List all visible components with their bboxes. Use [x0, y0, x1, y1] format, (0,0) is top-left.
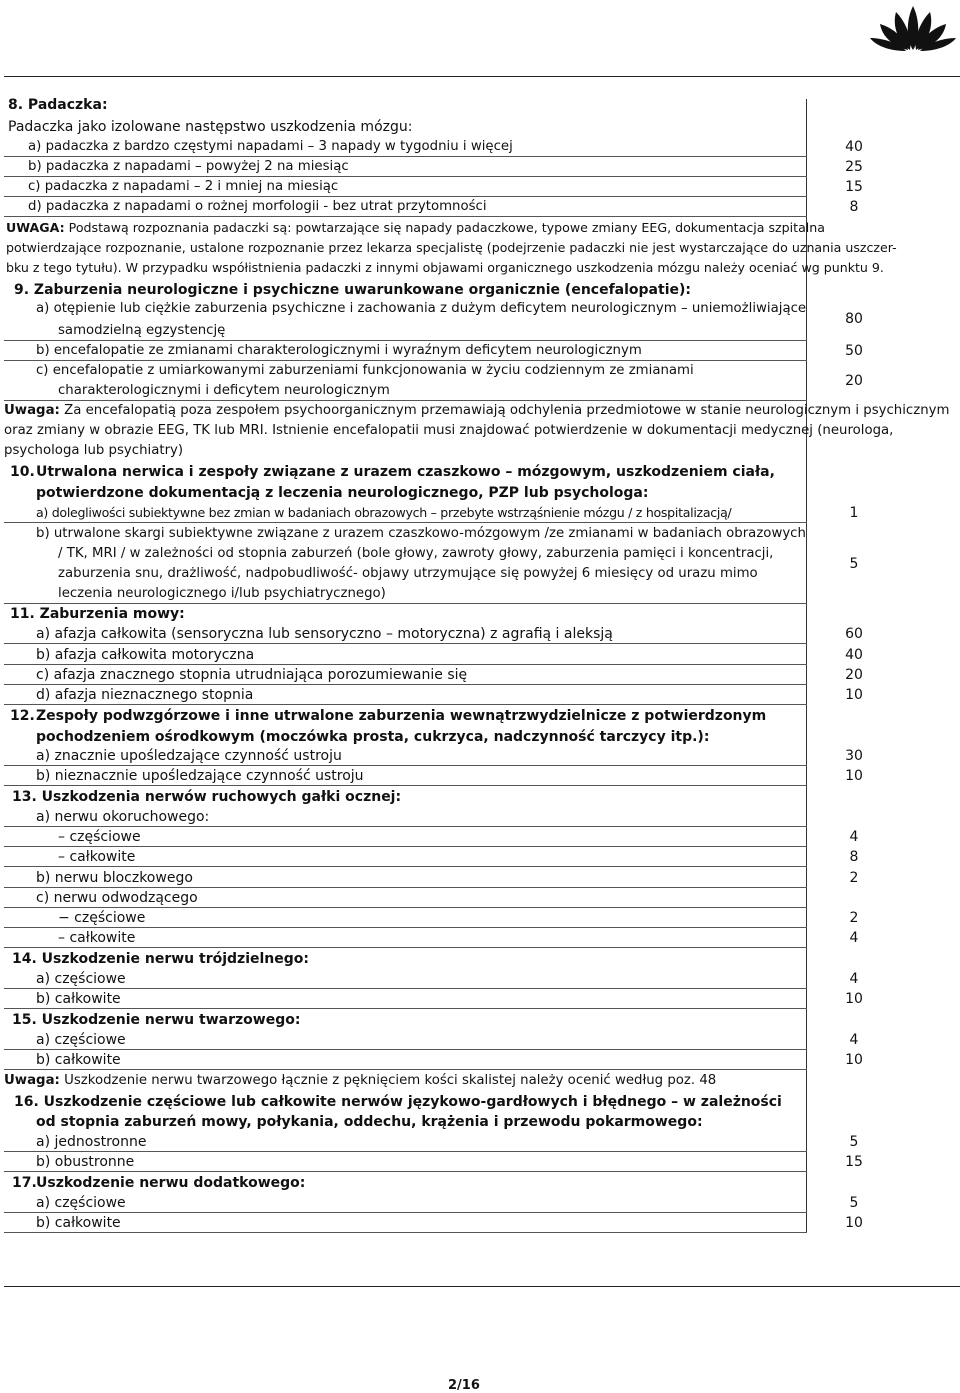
note-text: bku z tego tytułu). W przypadku współistnienia padaczki z innymi objawami organicznego uszkodzenia mózgu należy oceniać wg punktu 9.: [6, 260, 884, 275]
row-label: a) otępienie lub ciężkie zaburzenia psychiczne i zachowania z dużym deficytem neurologicznym – uniemożliwiające: [36, 301, 807, 316]
row-divider: [4, 1232, 807, 1233]
row-label: b) utrwalone skargi subiektywne związane z urazem czaszkowo-mózgowym /ze zmianami w badaniach obrazowych: [36, 526, 806, 541]
table-row: [0, 197, 960, 217]
table-row: [0, 766, 960, 786]
row-value: 50: [845, 343, 863, 359]
row-label: a) znacznie upośledzające czynność ustroju: [36, 748, 342, 764]
row-value: 4: [849, 971, 859, 987]
row-label: / TK, MRI / w zależności od stopnia zaburzeń (bole głowy, zawroty głowy, zaburzenia pamięci i koncentracji,: [58, 546, 774, 561]
row-label: a) nerwu okoruchowego:: [36, 809, 210, 825]
row-value: 30: [845, 748, 863, 764]
section-13-title: 13. Uszkodzenia nerwów ruchowych gałki ocznej:: [12, 789, 402, 805]
row-value: 40: [845, 647, 863, 663]
table-row: [0, 685, 960, 705]
section-10-number: 10.: [10, 464, 35, 480]
section-15-title: 15. Uszkodzenie nerwu twarzowego:: [12, 1012, 301, 1028]
table-row: [0, 544, 960, 564]
table-row: [0, 524, 960, 544]
row-label: a) afazja całkowita (sensoryczna lub sensoryczno – motoryczna) z agrafią i aleksją: [36, 626, 613, 642]
row-divider: [4, 785, 807, 786]
section-8-intro-row: [0, 117, 960, 137]
table-row: [0, 807, 960, 827]
table-row: [0, 969, 960, 989]
row-value: 20: [845, 373, 863, 389]
row-value: 8: [849, 199, 859, 215]
note-label: UWAGA:: [6, 220, 65, 235]
row-label: b) nieznacznie upośledzające czynność ustroju: [36, 768, 364, 784]
row-value: 10: [845, 991, 863, 1007]
section-15-note-row: [0, 1071, 960, 1091]
section-9-note: [4, 401, 949, 421]
table-row: [0, 868, 960, 888]
table-row: [0, 665, 960, 685]
row-value: 40: [845, 139, 863, 155]
row-label: b) całkowite: [36, 991, 121, 1007]
row-value: 25: [845, 159, 863, 175]
section-11-title-row: [0, 604, 960, 624]
section-14-title-row: [0, 949, 960, 969]
row-divider: [4, 1069, 807, 1070]
section-8-note-row: [0, 218, 960, 238]
note-text: potwierdzające rozpoznanie, ustalone rozpoznanie przez lekarza specjalistę (podejrzenie padaczki nie jest wystarczające do uznania uszczer-: [6, 240, 897, 255]
note-text: Podstawą rozpoznania padaczki są: powtarzające się napady padaczkowe, typowe zmiany EEG, dokumentacja szpitalna: [68, 220, 825, 235]
row-label: zaburzenia snu, drażliwość, nadpobudliwość- objawy utrzymujące się powyżej 6 miesięcy od urazu mimo: [58, 566, 758, 581]
lotus-petals-logo: [866, 2, 960, 52]
row-label: d) padaczka z napadami o rożnej morfologii - bez utrat przytomności: [28, 199, 487, 214]
row-label: b) całkowite: [36, 1052, 121, 1068]
row-value: 10: [845, 768, 863, 784]
note-text: Uszkodzenie nerwu twarzowego łącznie z pęknięciem kości skalistej należy ocenić według poz. 48: [64, 1073, 717, 1088]
row-value: 80: [845, 311, 863, 327]
row-divider: [4, 866, 807, 867]
row-value: 4: [849, 1032, 859, 1048]
table-row: [0, 137, 960, 157]
row-value: 15: [845, 1154, 863, 1170]
row-label: b) encefalopatie ze zmianami charakterologicznymi i wyraźnym deficytem neurologicznym: [36, 343, 642, 358]
table-row: [0, 989, 960, 1009]
row-label: charakterologicznymi i deficytem neurologicznym: [58, 383, 390, 398]
section-11-title: 11. Zaburzenia mowy:: [10, 606, 185, 622]
row-label: b) całkowite: [36, 1215, 121, 1231]
row-label: c) nerwu odwodzącego: [36, 890, 198, 906]
row-label: b) nerwu bloczkowego: [36, 870, 193, 886]
section-8-title-row: [0, 95, 960, 115]
section-10-title-row: [0, 483, 960, 503]
section-16-title-row: [0, 1092, 960, 1112]
table-row: [0, 746, 960, 766]
row-label: d) afazja nieznacznego stopnia: [36, 687, 254, 703]
section-13-title-row: [0, 787, 960, 807]
row-label: c) afazja znacznego stopnia utrudniająca porozumiewanie się: [36, 667, 468, 683]
row-label: b) afazja całkowita motoryczna: [36, 647, 255, 663]
section-10-title: Utrwalona nerwica i zespoły związane z urazem czaszkowo – mózgowym, uszkodzeniem ciała,: [36, 464, 775, 480]
section-12-number: 12.: [10, 708, 35, 724]
table-row: [0, 361, 960, 381]
row-value: 5: [849, 1134, 859, 1150]
row-label: – częściowe: [58, 829, 141, 845]
section-8-title: 8. Padaczka:: [8, 97, 108, 113]
row-divider: [4, 704, 807, 705]
row-divider: [4, 216, 807, 217]
table-row: [0, 1193, 960, 1213]
row-divider: [4, 1008, 807, 1009]
row-value: 10: [845, 687, 863, 703]
section-8-note-row: [0, 258, 960, 278]
row-label: a) częściowe: [36, 1195, 126, 1211]
section-12-title-row: [0, 727, 960, 747]
section-16-title-row: [0, 1112, 960, 1132]
page-number: 2/16: [448, 1378, 480, 1393]
table-row: [0, 645, 960, 665]
row-value: 2: [849, 870, 859, 886]
table-row: [0, 928, 960, 948]
top-divider: [4, 76, 960, 77]
table-row: [0, 341, 960, 361]
section-9-note-row: [0, 441, 960, 461]
section-17-title: Uszkodzenie nerwu dodatkowego:: [36, 1175, 306, 1191]
section-9-title: 9. Zaburzenia neurologiczne i psychiczne uwarunkowane organicznie (encefalopatie):: [14, 282, 691, 298]
section-8-note: [6, 218, 825, 238]
row-value: 20: [845, 667, 863, 683]
row-label: – całkowite: [58, 930, 136, 946]
row-label: a) dolegliwości subiektywne bez zmian w badaniach obrazowych – przebyte wstrząśnienie mózgu / z hospitalizacją/: [36, 505, 732, 520]
table-row: [0, 311, 960, 341]
table-row: [0, 503, 960, 523]
row-value: 10: [845, 1215, 863, 1231]
section-10-title-row: [0, 462, 960, 482]
section-12-title-cont: pochodzeniem ośrodkowym (moczówka prosta, cukrzyca, nadczynność tarczycy itp.):: [36, 729, 710, 745]
section-9-title-row: [0, 280, 960, 300]
row-value: 8: [849, 849, 859, 865]
section-15-note: [4, 1071, 716, 1091]
section-9-note-row: [0, 401, 960, 421]
row-label: a) padaczka z bardzo częstymi napadami – 3 napady w tygodniu i więcej: [28, 139, 513, 154]
table-row: [0, 908, 960, 928]
table-row: [0, 1030, 960, 1050]
row-value: 60: [845, 626, 863, 642]
row-label: b) padaczka z napadami – powyżej 2 na miesiąc: [28, 159, 349, 174]
table-row: [0, 157, 960, 177]
section-16-title-cont: od stopnia zaburzeń mowy, połykania, oddechu, krążenia i przewodu pokarmowego:: [36, 1114, 703, 1130]
row-value: 10: [845, 1052, 863, 1068]
section-16-title: 16. Uszkodzenie częściowe lub całkowite nerwów językowo-gardłowych i błędnego – w zależności: [14, 1094, 782, 1110]
table-row: [0, 556, 960, 584]
table-row: [0, 177, 960, 197]
table-row: [0, 1152, 960, 1172]
row-label: a) jednostronne: [36, 1134, 147, 1150]
note-text: psychologa lub psychiatry): [4, 443, 184, 458]
row-label: c) padaczka z napadami – 2 i mniej na miesiąc: [28, 179, 339, 194]
row-label: a) częściowe: [36, 971, 126, 987]
row-value: 5: [849, 1195, 859, 1211]
table-row: [0, 827, 960, 847]
row-value: 4: [849, 930, 859, 946]
table-row: [0, 1132, 960, 1152]
section-8-note-row: [0, 238, 960, 258]
section-12-title: Zespoły podwzgórzowe i inne utrwalone zaburzenia wewnątrzwydzielnicze z potwierdzonym: [36, 708, 767, 724]
row-value: 5: [849, 556, 859, 572]
table-row: [0, 888, 960, 908]
row-label: a) częściowe: [36, 1032, 126, 1048]
section-15-title-row: [0, 1010, 960, 1030]
section-12-title-row: [0, 706, 960, 726]
row-value: 1: [849, 505, 859, 521]
row-divider: [4, 522, 807, 523]
table-row: [0, 299, 960, 319]
section-10-title-cont: potwierdzone dokumentacją z leczenia neurologicznego, PZP lub psychologa:: [36, 485, 649, 501]
note-label: Uwaga:: [4, 403, 60, 418]
row-label: − częściowe: [58, 910, 146, 926]
section-17-title-row: [0, 1173, 960, 1193]
table-row: [0, 584, 960, 604]
table-row: [0, 624, 960, 644]
table-row: [0, 1213, 960, 1233]
row-value: 4: [849, 829, 859, 845]
row-label: samodzielną egzystencję: [58, 323, 226, 338]
section-8-intro: Padaczka jako izolowane następstwo uszkodzenia mózgu:: [8, 119, 413, 135]
row-label: c) encefalopatie z umiarkowanymi zaburzeniami funkcjonowania w życiu codziennym ze zmianami: [36, 363, 694, 378]
bottom-divider: [4, 1286, 960, 1287]
table-row: [0, 373, 960, 401]
row-value: 2: [849, 910, 859, 926]
section-9-note-row: [0, 421, 960, 441]
section-17-number: 17.: [12, 1175, 37, 1191]
note-text: Za encefalopatią poza zespołem psychoorganicznym przemawiają odchylenia przedmiotowe w stanie neurologicznym i psychicznym: [64, 403, 950, 418]
row-value: 15: [845, 179, 863, 195]
row-divider: [4, 1171, 807, 1172]
section-14-title: 14. Uszkodzenie nerwu trójdzielnego:: [12, 951, 309, 967]
row-label: leczenia neurologicznego i/lub psychiatrycznego): [58, 586, 386, 601]
row-label: b) obustronne: [36, 1154, 135, 1170]
table-row: [0, 847, 960, 867]
table-row: [0, 1050, 960, 1070]
row-divider: [4, 947, 807, 948]
row-divider: [4, 643, 807, 644]
note-label: Uwaga:: [4, 1073, 60, 1088]
note-text: oraz zmiany w obrazie EEG, TK lub MRI. Istnienie encefalopatii musi znajdować potwierdzenie w dokumentacji medycznej (neurologa,: [4, 423, 894, 438]
row-label: – całkowite: [58, 849, 136, 865]
